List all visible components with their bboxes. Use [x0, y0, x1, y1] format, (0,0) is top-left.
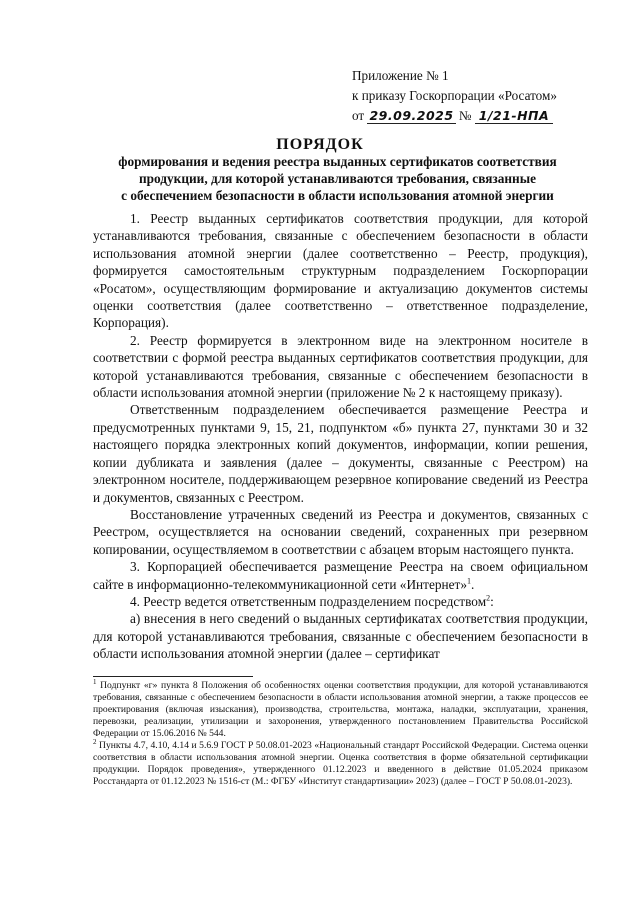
appendix-header — [352, 66, 557, 126]
footnote-1-marker: 1 — [93, 677, 97, 686]
footnote-1 — [93, 677, 588, 740]
paragraph-6-end: : — [490, 593, 494, 609]
paragraph-7: а) внесения в него сведений о выданных сертификатах соответствия продукции, для которой устанавливаются требования, связанные с обеспечением безопасности в области использования атомной энергии (далее – сертификат — [93, 611, 588, 662]
appendix-line-1: Приложение № 1 — [352, 68, 449, 83]
footnote-divider — [93, 676, 253, 677]
paragraph-6-text: 4. Реестр ведется ответственным подразделением посредством — [130, 593, 487, 609]
paragraph-5-end: . — [471, 576, 475, 592]
appendix-line-2: к приказу Госкорпорации «Росатом» — [352, 88, 557, 103]
paragraph-5 — [93, 558, 588, 593]
footnotes — [93, 677, 588, 788]
document-subtitle — [100, 153, 575, 204]
footnote-ref-1[interactable]: 1 — [467, 576, 472, 586]
paragraph-5-text: 3. Корпорацией обеспечивается размещение Реестра на своем официальном сайте в информационно-телекоммуникационной сети «Интернет» — [93, 559, 588, 592]
appendix-line-3 — [352, 106, 557, 126]
footnote-ref-2[interactable]: 2 — [486, 593, 491, 603]
subtitle-line-2: продукции, для которой устанавливаются требования, связанные — [138, 171, 536, 186]
footnote-2-text: Пункты 4.7, 4.10, 4.14 и 5.6.9 ГОСТ Р 50.08.01-2023 «Национальный стандарт Российской Федерации. Система оценки соответствия в области использования атомной энергии. Оценка соответствия в форме обязательной сертификации продукции. Порядок проведения», утвержденного 01.12.2023 и введенного в действие 01.05.2024 приказом Росстандарта от 01.12.2023 № 1516-ст (М.: ФГБУ «Институт стандартизации» 2023) (далее – ГОСТ Р 50.08.01-2023). — [93, 740, 588, 787]
footnote-1-text: Подпункт «г» пункта 8 Положения об особенностях оценки соответствия продукции, для которой устанавливаются требования, связанные с обеспечением безопасности в области использования атомной энергии, а также процессов ее проектирования (включая изыскания), производства, строительства, монтажа, наладки, эксплуатации, хранения, перевозки, реализации, утилизации и захоронения, утвержденного постановлением Правительства Российской Федерации от 15.06.2016 № 544. — [93, 680, 588, 739]
paragraph-3: Ответственным подразделением обеспечивается размещение Реестра и предусмотренных пунктами 9, 15, 21, подпунктом «б» пункта 27, пунктами 30 и 32 настоящего порядка электронных копий документов, информации, копии решения, копии дубликата и заявления (далее – документы, связанные с Реестром) на электронном носителе, поддерживающем резервное копирование сведений из Реестра и документов, связанных с Реестром. — [93, 402, 588, 505]
document-body — [93, 210, 588, 663]
footnote-2 — [93, 737, 588, 788]
paragraph-4: Восстановление утраченных сведений из Реестра и документов, связанных с Реестром, осуществляется на основании сведений, сохраненных при резервном копировании, осуществляемом в соответствии с абзацем вторым настоящего пункта. — [93, 506, 588, 557]
subtitle-line-3: с обеспечением безопасности в области использования атомной энергии — [121, 188, 554, 203]
from-label: от — [352, 108, 365, 123]
subtitle-line-1: формирования и ведения реестра выданных сертификатов соответствия — [118, 154, 557, 169]
number-label: № — [458, 108, 472, 123]
document-title: ПОРЯДОК — [276, 136, 364, 153]
handwritten-date: 29.09.2025 — [369, 108, 454, 123]
paragraph-6 — [93, 593, 588, 610]
handwritten-number: 1/21-НПА — [475, 108, 553, 124]
paragraph-1: 1. Реестр выданных сертификатов соответствия продукции, для которой устанавливаются требования, связанные с обеспечением безопасности в области использования атомной энергии (далее соответственно – Реестр, продукция), формируется самостоятельным структурным подразделением Госкорпорации «Росатом», осуществляющим формирование и актуализацию документов системы оценки соответствия (далее соответственно – ответственное подразделение, Корпорация). — [93, 211, 588, 331]
footnote-2-marker: 2 — [93, 737, 97, 746]
paragraph-2: 2. Реестр формируется в электронном виде на электронном носителе в соответствии с формой реестра выданных сертификатов соответствия продукции, для которой устанавливаются требования, связанные с обеспечением безопасности в области использования атомной энергии (приложение № 2 к настоящему приказу). — [93, 332, 588, 401]
